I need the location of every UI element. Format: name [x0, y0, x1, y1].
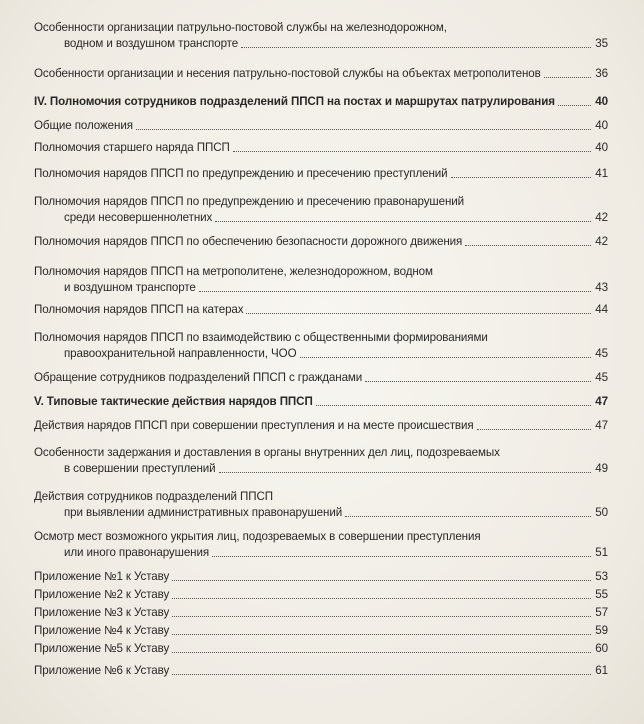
dot-leader [451, 177, 591, 178]
toc-entry-title: Приложение №3 к Уставу [34, 606, 170, 619]
toc-page-number: 49 [595, 462, 608, 475]
dot-leader [215, 221, 591, 222]
toc-entry-title: Действия нарядов ППСП при совершении преступления и на месте происшествия [34, 419, 474, 432]
toc-page-number: 42 [595, 211, 608, 224]
dot-leader [172, 634, 591, 635]
dot-leader [558, 105, 591, 106]
dot-leader [199, 291, 591, 292]
toc-page-number: 47 [595, 395, 608, 408]
toc-entry [34, 194, 608, 226]
toc-page-number: 59 [595, 624, 608, 637]
dot-leader [345, 516, 591, 517]
toc-entry-title-line: Особенности организации патрульно-постовой службы на железнодорожном, [34, 21, 447, 34]
toc-page-number: 42 [595, 235, 608, 248]
dot-leader [365, 381, 591, 382]
toc-entry-title-line: Особенности задержания и доставления в органы внутренних дел лиц, подозреваемых [34, 446, 500, 459]
toc-entry-title: Приложение №2 к Уставу [34, 588, 170, 601]
toc-entry [34, 302, 608, 318]
toc-page-number: 60 [595, 642, 608, 655]
toc-entry [34, 605, 608, 621]
toc-entry [34, 20, 608, 52]
toc-entry [34, 489, 608, 521]
toc-entry-title-line: Полномочия нарядов ППСП на метрополитене, железнодорожном, водном [34, 265, 433, 278]
toc-entry [34, 140, 608, 156]
toc-section-heading [34, 94, 608, 110]
toc-entry-title: Приложение №4 к Уставу [34, 624, 170, 637]
dot-leader [233, 151, 591, 152]
toc-entry-title: Полномочия нарядов ППСП по предупреждению и пресечению преступлений [34, 167, 448, 180]
toc-entry-title: Полномочия старшего наряда ППСП [34, 141, 230, 154]
toc-entry-title: Приложение №1 к Уставу [34, 570, 170, 583]
toc-entry [34, 623, 608, 639]
dot-leader [477, 429, 591, 430]
toc-entry-title-line: Полномочия нарядов ППСП по взаимодействию с общественными формированиями [34, 331, 488, 344]
toc-entry [34, 418, 608, 434]
toc-page-number: 47 [595, 419, 608, 432]
toc-page-number: 45 [595, 347, 608, 360]
dot-leader [219, 472, 591, 473]
toc-entry [34, 569, 608, 585]
toc-entry-title: Особенности организации и несения патрульно-постовой службы на объектах метрополитенов [34, 67, 541, 80]
dot-leader [136, 129, 591, 130]
toc-entry [34, 264, 608, 296]
toc-entry-title-line: и воздушном транспорте [64, 281, 196, 294]
toc-entry-title: Приложение №5 к Уставу [34, 642, 170, 655]
toc-entry [34, 587, 608, 603]
toc-entry-title-line: правоохранительной направленности, ЧОО [64, 347, 297, 360]
toc-entry-title: Полномочия нарядов ППСП на катерах [34, 303, 244, 316]
dot-leader [172, 580, 591, 581]
toc-section-heading [34, 394, 608, 410]
toc-page-number: 43 [595, 281, 608, 294]
toc-page-number: 61 [595, 664, 608, 677]
dot-leader [212, 556, 591, 557]
dot-leader [544, 77, 591, 78]
toc-entry-title-line: или иного правонарушения [64, 546, 210, 559]
toc-entry [34, 234, 608, 250]
toc-entry-title: Обращение сотрудников подразделений ППСП с гражданами [34, 371, 363, 384]
dot-leader [172, 652, 591, 653]
dot-leader [172, 598, 591, 599]
dot-leader [246, 313, 591, 314]
toc-page-number: 53 [595, 570, 608, 583]
toc-entry-title: Приложение №6 к Уставу [34, 664, 170, 677]
toc-page-number: 41 [595, 167, 608, 180]
toc-page-number: 45 [595, 371, 608, 384]
toc-entry [34, 370, 608, 386]
toc-page-number: 50 [595, 506, 608, 519]
toc-entry-title-line: Осмотр мест возможного укрытия лиц, подозреваемых в совершении преступления [34, 530, 481, 543]
toc-entry [34, 445, 608, 477]
toc-entry-title: IV. Полномочия сотрудников подразделений ППСП на постах и маршрутах патрулирования [34, 95, 555, 108]
toc-entry [34, 529, 608, 561]
toc-entry [34, 118, 608, 134]
toc-entry-title-line: в совершении преступлений [64, 462, 216, 475]
toc-entry-title: Общие положения [34, 119, 133, 132]
toc-entry-title-line: при выявлении административных правонарушений [64, 506, 343, 519]
dot-leader [172, 674, 591, 675]
toc-entry [34, 641, 608, 657]
dot-leader [172, 616, 591, 617]
dot-leader [241, 47, 591, 48]
toc-entry-title-line: Полномочия нарядов ППСП по предупреждению и пресечению правонарушений [34, 195, 465, 208]
toc-page-number: 57 [595, 606, 608, 619]
toc-entry-title: V. Типовые тактические действия нарядов ППСП [34, 395, 313, 408]
toc-entry [34, 663, 608, 679]
toc-entry-title-line: среди несовершеннолетних [64, 211, 213, 224]
dot-leader [316, 405, 591, 406]
toc-entry [34, 330, 608, 362]
toc-entry [34, 66, 608, 82]
toc-page-number: 55 [595, 588, 608, 601]
toc-entry-title: Полномочия нарядов ППСП по обеспечению безопасности дорожного движения [34, 235, 463, 248]
toc-page-number: 35 [595, 37, 608, 50]
toc-entry-title-line: Действия сотрудников подразделений ППСП [34, 490, 274, 503]
toc-page-number: 40 [595, 95, 608, 108]
toc-page-number: 40 [595, 141, 608, 154]
toc-page-number: 36 [595, 67, 608, 80]
dot-leader [465, 245, 591, 246]
dot-leader [300, 357, 591, 358]
toc-entry-title-line: водном и воздушном транспорте [64, 37, 239, 50]
toc-entry [34, 166, 608, 182]
toc-page-number: 51 [595, 546, 608, 559]
toc-page-number: 44 [595, 303, 608, 316]
toc-page-number: 40 [595, 119, 608, 132]
